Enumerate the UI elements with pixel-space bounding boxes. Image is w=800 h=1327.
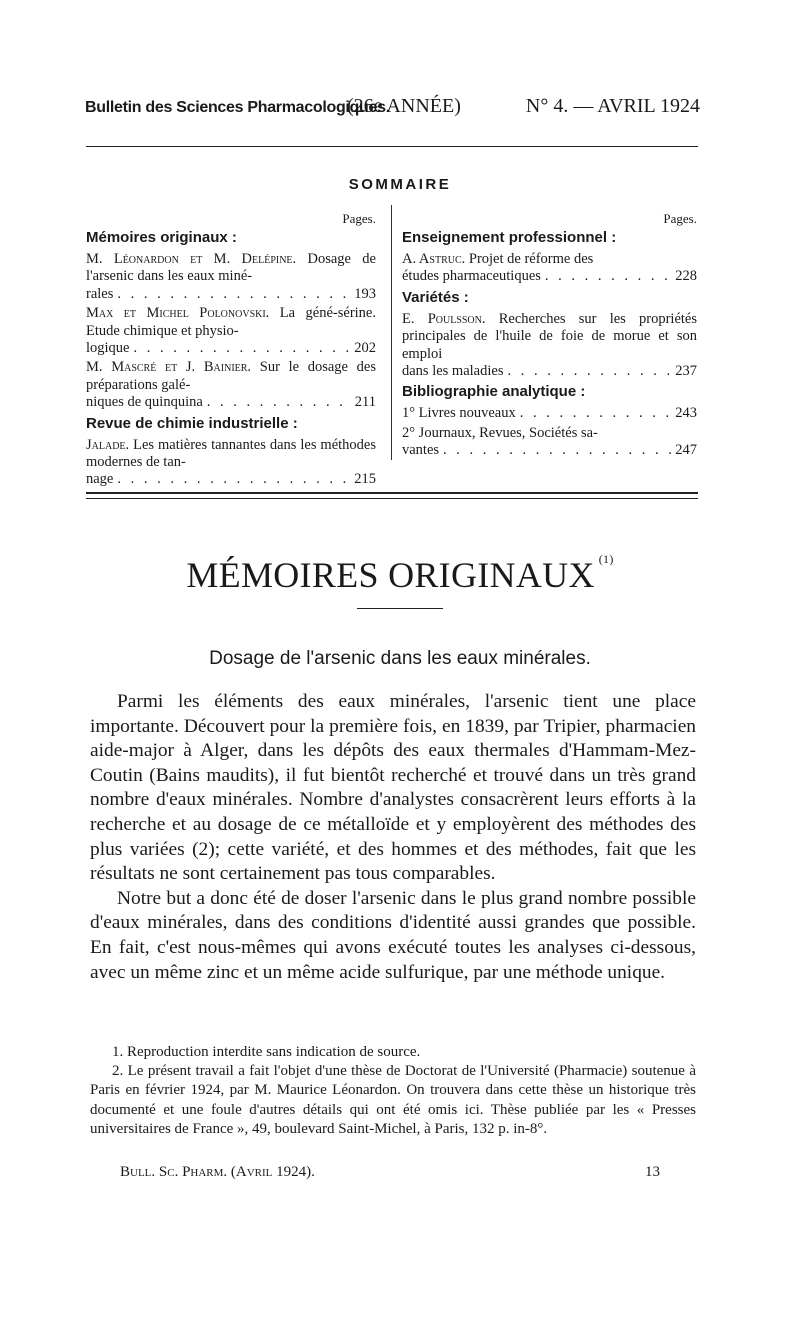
footer-citation: Bull. Sc. Pharm. (Avril 1924).: [120, 1164, 315, 1180]
toc-entry-description: 2° Journaux, Revues, Sociétés sa-: [402, 424, 598, 441]
toc-entry-final-text: rales: [86, 285, 114, 302]
toc-page-number: 202: [354, 340, 376, 357]
paragraph: Notre but a donc été de doser l'arsenic dans le plus grand nombre possible d'eaux minérales, dans des conditions d'identité aussi grandes que possible. En fait, c'est nous-mêmes qui avons exécuté toutes les analyses ci-dessous, avec un même zinc et un même acide sulfurique, par une méthode unique.: [90, 887, 696, 983]
toc-entry-final-text: études pharmaceutiques: [402, 268, 541, 285]
toc-section-heading: Bibliographie analytique :: [402, 383, 586, 401]
toc-entry-author: M. Léonardon et M. Delépine.: [86, 251, 297, 267]
toc-page-number: 243: [675, 405, 697, 422]
issue-date: N° 4. — AVRIL 1924: [525, 95, 700, 117]
toc-section-heading: Variétés :: [402, 288, 469, 306]
toc-entry-description: Recherches sur les propriétés principales de l'huile de foie de morue et son emploi: [402, 310, 698, 362]
toc-entry-line: [86, 286, 376, 303]
toc-entry: [86, 437, 376, 489]
toc-entry-line: [86, 340, 376, 357]
toc-entry: [86, 251, 376, 303]
toc-entry: [86, 359, 376, 411]
header-rule: [86, 146, 698, 147]
toc-right-column: [402, 212, 697, 462]
pages-label: Pages.: [342, 211, 376, 226]
toc-entry-text: [86, 305, 376, 340]
journal-title: Bulletin des Sciences Pharmacologiques.: [85, 99, 390, 116]
toc-page-number: 193: [354, 285, 376, 302]
toc-entry-author: E. Poulsson.: [402, 310, 486, 327]
toc-page-number: 211: [354, 394, 376, 411]
toc-entry-text: [86, 437, 376, 472]
leader-dots: [117, 286, 350, 303]
section-title: [0, 552, 800, 596]
toc-entry-description: Les matières tannantes dans les méthodes modernes de tan-: [86, 436, 376, 471]
toc-entry-final-text: dans les maladies: [402, 363, 504, 380]
leader-dots: [207, 394, 351, 411]
toc-entry-line: [86, 471, 376, 488]
pages-label: Pages.: [663, 211, 697, 226]
section-title-text: MÉMOIRES ORIGINAUX: [186, 555, 595, 595]
toc-entry-line: [402, 405, 697, 422]
toc-entry-line: [402, 363, 697, 380]
footnotes: [90, 1043, 696, 1139]
toc-entry-final-text: 1° Livres nouveaux: [402, 405, 516, 422]
toc-page-number: 215: [354, 471, 376, 488]
footnote: 1. Reproduction interdite sans indication de source.: [112, 1044, 421, 1060]
toc-section-heading: Mémoires originaux :: [86, 229, 237, 246]
footnote: 2. Le présent travail a fait l'objet d'une thèse de Doctorat de l'Université (Pharmacie) soutenue à Paris en février 1924, par M. Maurice Léonardon. On trouvera dans cette thèse un historique très documenté et une foule d'autres détails qui ont été omis ici. Thèse publiée par les « Presses universitaires de France », 49, boulevard Saint-Michel, à Paris, 132 p. in-8°.: [90, 1063, 696, 1137]
toc-entry: [402, 251, 697, 286]
leader-dots: [507, 363, 671, 380]
leader-dots: [545, 268, 671, 285]
toc-entry-line: [402, 268, 697, 285]
toc-entry-final-text: niques de quinquina: [86, 394, 203, 411]
column-divider: [391, 205, 392, 460]
toc-page-number: 247: [675, 442, 697, 459]
sommaire-title: SOMMAIRE: [348, 176, 452, 193]
article-title: Dosage de l'arsenic dans les eaux minérales.: [209, 648, 591, 669]
running-header: [85, 95, 700, 125]
toc-entry: [86, 305, 376, 357]
toc-entry-description: Sur le dosage des préparations galé-: [86, 359, 377, 393]
paragraph: Parmi les éléments des eaux minérales, l'arsenic tient une place importante. Découvert pour la première fois, en 1839, par Tripier, pharmacien aide-major à Alger, dans les dépôts des eaux thermales d'Hammam-Mez-Coutin (Bains maudits), il fut bientôt recherché et trouvé dans un très grand nombre d'eaux minérales. Nombre d'analystes consacrèrent leurs efforts à la recherche et au dosage de ce métalloïde et y employèrent des méthodes des plus variées (2); cette variété, et des hommes et des méthodes, fait que les résultats ne sont certainement pas tous comparables.: [90, 691, 696, 885]
leader-dots: [117, 471, 350, 488]
toc-page-number: 237: [675, 363, 697, 380]
article-body: [90, 690, 696, 985]
toc-entry-text: [402, 311, 697, 363]
toc-entry-description: La géné-sérine. Etude chimique et physio-: [86, 305, 376, 339]
toc-section-heading: Enseignement professionnel :: [402, 229, 617, 246]
toc-entry: [402, 311, 697, 381]
toc-left-sections: [86, 228, 376, 489]
toc-entry-description: Dosage de l'arsenic dans les eaux miné-: [86, 251, 376, 285]
toc-entry-final-text: vantes: [402, 442, 440, 459]
toc-entry-line: [86, 394, 376, 411]
leader-dots: [443, 442, 671, 459]
toc-left-column: [86, 212, 376, 491]
leader-dots: [520, 405, 672, 422]
toc-entry-line: [402, 442, 697, 459]
journal-year: (26e ANNÉE): [347, 95, 461, 117]
toc-entry-final-text: nage: [86, 471, 114, 488]
section-title-note: (1): [598, 552, 614, 566]
toc-entry-author: Jalade.: [86, 436, 130, 453]
toc-entry-author: A. Astruc.: [402, 251, 466, 267]
toc-entry-author: Max et Michel Polonovski.: [86, 305, 270, 322]
toc-entry-text: [402, 251, 697, 268]
title-rule: [357, 608, 443, 609]
toc-entry: [402, 405, 697, 422]
page-number: 13: [645, 1164, 660, 1180]
sommaire-rule-bottom: [86, 498, 698, 499]
toc-entry-text: [86, 359, 376, 394]
sommaire-rule-top: [86, 492, 698, 494]
toc-entry: [402, 425, 697, 460]
toc-entry-text: [86, 251, 376, 286]
toc-right-sections: [402, 228, 697, 460]
toc-page-number: 228: [675, 268, 697, 285]
toc-entry-final-text: logique: [86, 340, 130, 357]
toc-entry-author: M. Mascré et J. Bainier.: [86, 359, 252, 376]
toc-entry-text: [402, 425, 697, 442]
leader-dots: [134, 340, 351, 357]
toc-section-heading: Revue de chimie industrielle :: [86, 414, 298, 432]
toc-entry-description: Projet de réforme des: [468, 251, 594, 267]
